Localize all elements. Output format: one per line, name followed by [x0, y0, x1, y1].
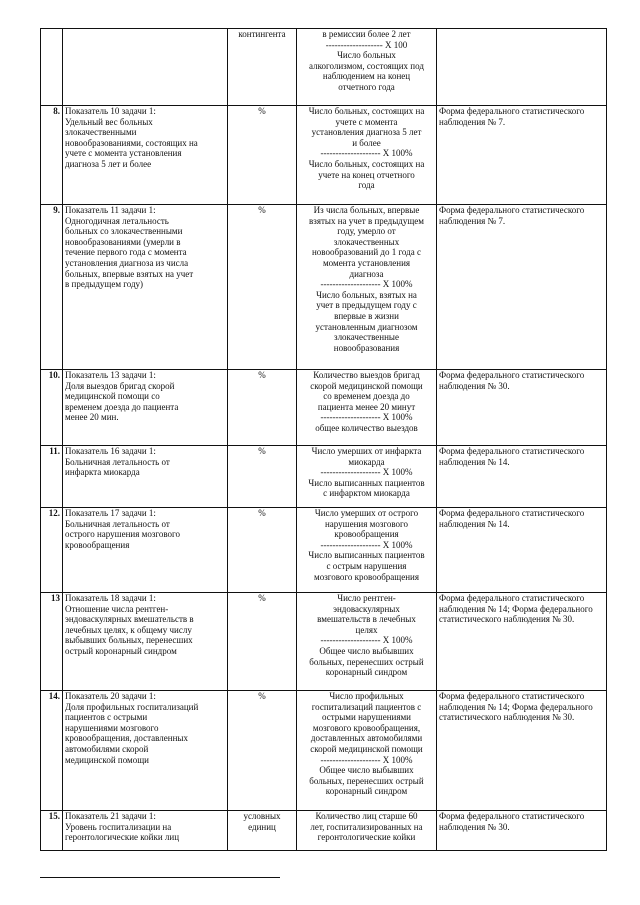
calc-line: эндоваскулярных — [333, 603, 400, 614]
indicator-cell — [63, 593, 228, 691]
calculation-cell — [297, 370, 437, 446]
calc-line: впервые в жизни — [334, 310, 399, 321]
calc-line: острыми нарушениями — [322, 712, 411, 723]
calc-line: злокачественных — [333, 236, 400, 247]
row-number: 11. — [41, 446, 63, 508]
calc-line: -------------------- Х 100% — [320, 539, 413, 550]
calc-line: Число умерших от инфаркта — [311, 446, 422, 456]
indicator-title: Показатель 17 задачи 1: — [65, 508, 156, 518]
calc-line: пациента менее 20 минут — [317, 401, 416, 412]
calculation-cell — [297, 811, 437, 851]
calc-line: Число умерших от острого — [314, 508, 419, 518]
calc-line: мозгового кровообращения — [314, 571, 419, 582]
source-cell: Форма федерального статистического наблюдения № 30. — [437, 370, 607, 446]
indicator-cell — [63, 106, 228, 205]
source-cell: Форма федерального статистического наблюдения № 14; Форма федерального статистического наблюдения № 30. — [437, 691, 607, 811]
calc-line: учете с момента — [335, 116, 398, 127]
indicator-description: Больничная летальность от инфаркта миокарда — [65, 456, 170, 478]
table-row — [41, 205, 607, 370]
source-cell: Форма федерального статистического наблюдения № 30. — [437, 811, 607, 851]
calc-line: нарушения мозгового — [324, 518, 408, 529]
calc-line: -------------------- Х 100% — [320, 148, 413, 159]
indicator-title: Показатель 16 задачи 1: — [65, 446, 156, 456]
calculation-cell — [297, 593, 437, 691]
calc-line: миокарда — [348, 456, 385, 467]
calc-line: Число выписанных пациентов — [308, 550, 425, 561]
calc-line: году, умерло от — [337, 226, 396, 237]
source-cell: Форма федерального статистического наблюдения № 14. — [437, 446, 607, 508]
calc-line: коронарный синдром — [325, 786, 408, 797]
calculation-cell — [297, 508, 437, 593]
calc-line: момента установления — [322, 257, 411, 268]
calc-line: с острым нарушения — [326, 560, 407, 571]
unit-cell: контингента — [228, 29, 297, 106]
calc-line: Количество выездов бригад — [313, 370, 420, 380]
indicator-title: Показатель 11 задачи 1: — [65, 205, 156, 215]
calc-line: кровообращения — [334, 529, 399, 540]
footnote-separator — [40, 877, 280, 878]
unit-cell: % — [228, 691, 297, 811]
calc-line: вмешательств в лечебных — [317, 614, 416, 625]
indicator-description: Удельный вес больных злокачественными новообразованиями, состоящих на учете с момента установления диагноза 5 лет и более — [65, 116, 198, 169]
calc-line: Число больных, взятых на — [316, 289, 417, 300]
calc-line: установления диагноза 5 лет — [311, 127, 422, 138]
indicator-description: Доля профильных госпитализаций пациентов с острыми нарушениями мозгового кровообращения, доставленных автомобилями скорой медицинской помощи — [65, 701, 199, 765]
calc-line: с инфарктом миокарда — [323, 488, 410, 499]
calc-line: Число выписанных пациентов — [308, 477, 425, 488]
row-number: 13 — [41, 593, 63, 691]
calc-line: целях — [355, 624, 378, 635]
indicator-cell — [63, 205, 228, 370]
table-row — [41, 691, 607, 811]
calc-line: Число рентген- — [337, 593, 396, 603]
calc-line: скорой медицинской помощи — [310, 743, 423, 754]
calc-line: больных, перенесших острый — [309, 656, 424, 667]
indicator-description: Одногодичная летальность больных со злокачественными новообразованиями (умерли в течение первого года с момента установления диагноза из числа больных, впервые взятых на учет в предыдущем году) — [65, 215, 194, 290]
calc-line: Количество лиц старше 60 — [315, 811, 418, 821]
calculation-cell — [297, 691, 437, 811]
calc-line: со временем доезда до — [323, 391, 410, 402]
unit-cell: условных единиц — [228, 811, 297, 851]
indicator-description: Отношение числа рентген- эндоваскулярных вмешательств в лечебных целях, к общему числу выбывших больных, перенесших острый коронарный синдром — [65, 603, 194, 656]
source-cell: Форма федерального статистического наблюдения № 14; Форма федерального статистического наблюдения № 30. — [437, 593, 607, 691]
table-row — [41, 593, 607, 691]
calc-line: Число больных, состоящих на — [308, 106, 425, 116]
calc-line: -------------------- Х 100% — [320, 754, 413, 765]
source-cell — [437, 29, 607, 106]
calc-line: алкоголизмом, состоящих под — [309, 60, 424, 71]
row-number: 10. — [41, 370, 63, 446]
indicator-description: Доля выездов бригад скорой медицинской помощи со временем доезда до пациента менее 20 мин. — [65, 380, 179, 423]
indicator-title: Показатель 10 задачи 1: — [65, 106, 156, 116]
row-number: 8. — [41, 106, 63, 205]
calc-line: геронтологические койки — [317, 832, 416, 843]
calc-line: ------------------- Х 100 — [325, 39, 408, 50]
calc-line: скорой медицинской помощи — [310, 380, 423, 391]
source-cell: Форма федерального статистического наблюдения № 7. — [437, 205, 607, 370]
calc-line: мозгового кровообращения, — [312, 722, 421, 733]
calc-line: наблюдением на конец — [322, 71, 411, 82]
calc-line: больных, перенесших острый — [309, 775, 424, 786]
calc-line: Число больных — [337, 50, 396, 61]
row-number: 12. — [41, 508, 63, 593]
table-row — [41, 370, 607, 446]
table-row — [41, 29, 607, 106]
calc-line: Общее число выбывших — [319, 645, 414, 656]
table-row — [41, 508, 607, 593]
unit-cell: % — [228, 370, 297, 446]
table-row — [41, 446, 607, 508]
row-number: 14. — [41, 691, 63, 811]
calc-line: Число больных, состоящих на — [308, 158, 425, 169]
calculation-cell — [297, 205, 437, 370]
indicator-cell — [63, 691, 228, 811]
indicator-cell — [63, 446, 228, 508]
calc-line: взятых на учет в предыдущем — [309, 215, 424, 226]
calc-line: и более — [352, 137, 381, 148]
calc-line: госпитализаций пациентов с — [311, 701, 422, 712]
indicator-cell — [63, 29, 228, 106]
indicator-description: Уровень госпитализации на геронтологические койки лиц — [65, 821, 180, 843]
unit-cell: % — [228, 508, 297, 593]
calc-line: Из числа больных, впервые — [313, 205, 420, 215]
calc-line: коронарный синдром — [325, 667, 408, 678]
indicator-cell — [63, 508, 228, 593]
calc-line: -------------------- Х 100% — [320, 279, 413, 290]
indicator-description: Больничная летальность от острого нарушения мозгового кровообращения — [65, 518, 180, 550]
calculation-cell — [297, 29, 437, 106]
calc-line: диагноза — [349, 268, 384, 279]
calc-line: новообразований до 1 года с — [311, 247, 421, 258]
row-number: 15. — [41, 811, 63, 851]
unit-cell: % — [228, 593, 297, 691]
calc-line: -------------------- Х 100% — [320, 467, 413, 478]
unit-cell: % — [228, 106, 297, 205]
calc-line: новообразования — [333, 342, 400, 353]
calc-line: учете на конец отчетного — [318, 169, 415, 180]
indicator-title: Показатель 18 задачи 1: — [65, 593, 156, 603]
calculation-cell — [297, 106, 437, 205]
calc-line: лет, госпитализированных на — [310, 821, 423, 832]
indicator-title: Показатель 13 задачи 1: — [65, 370, 156, 380]
calc-line: доставленных автомобилями — [310, 733, 423, 744]
calc-line: Общее число выбывших — [319, 765, 414, 776]
row-number — [41, 29, 63, 106]
unit-cell: % — [228, 205, 297, 370]
unit-cell: % — [228, 446, 297, 508]
calculation-cell — [297, 446, 437, 508]
calc-line: года — [358, 180, 375, 191]
calc-line: отчетного года — [338, 81, 395, 92]
indicators-table — [40, 28, 607, 851]
calc-line: установленным диагнозом — [315, 321, 418, 332]
row-number: 9. — [41, 205, 63, 370]
calc-line: -------------------- Х 100% — [320, 635, 413, 646]
calc-line: -------------------- Х 100% — [320, 412, 413, 423]
source-cell: Форма федерального статистического наблюдения № 14. — [437, 508, 607, 593]
calc-line: Число профильных — [329, 691, 404, 701]
table-row — [41, 811, 607, 851]
calc-line: злокачественные — [334, 332, 399, 343]
source-cell: Форма федерального статистического наблюдения № 7. — [437, 106, 607, 205]
indicator-cell — [63, 370, 228, 446]
indicator-title: Показатель 20 задачи 1: — [65, 691, 156, 701]
calc-line: общее количество выездов — [315, 422, 418, 433]
calc-line: в ремиссии более 2 лет — [322, 29, 411, 39]
indicator-cell — [63, 811, 228, 851]
table-row — [41, 106, 607, 205]
indicator-title: Показатель 21 задачи 1: — [65, 811, 156, 821]
calc-line: учет в предыдущем году с — [316, 300, 417, 311]
